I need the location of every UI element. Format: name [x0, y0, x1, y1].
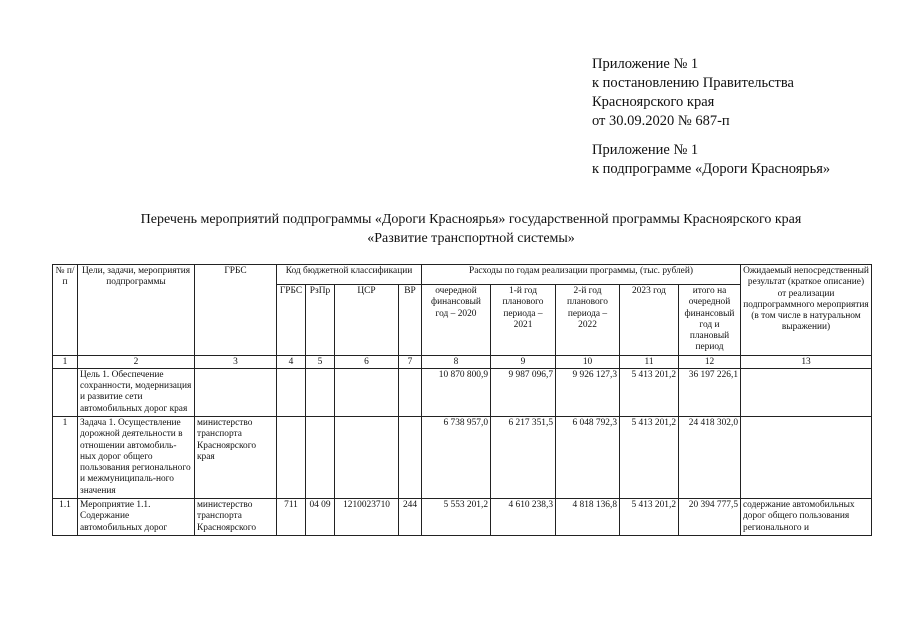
row-amount-total: 36 197 226,1 [679, 368, 741, 416]
row-grbs: министерство транспорта Красноярского края [195, 416, 277, 498]
header-code-csr: ЦСР [335, 285, 399, 356]
row-code-rzpr [306, 416, 335, 498]
appendix-resolution-block [592, 55, 892, 131]
column-number: 2 [78, 355, 195, 368]
appendix-date-line: от 30.09.2020 № 687-п [592, 113, 730, 129]
header-expected-result: Ожидаемый непосредственный результат (краткое описание) от реализации подпрограммного мероприятия (в том числе в натуральном выражении) [741, 265, 872, 356]
row-amount-2021: 4 610 238,3 [491, 499, 556, 536]
title-line: «Развитие транспортной системы» [367, 231, 575, 246]
header-year-2021: 1-й год планового периода – 2021 [491, 285, 556, 356]
appendix-ref-line: к постановлению Правительства [592, 75, 794, 91]
row-name: Задача 1. Осуществление дорожной деятельности в отношении автомобиль-ных дорог общего пользования регионального и межмуниципаль-ного значения [78, 416, 195, 498]
row-amount-2023: 5 413 201,2 [620, 499, 679, 536]
header-expenses: Расходы по годам реализации программы, (тыс. рублей) [422, 265, 741, 285]
column-number: 10 [556, 355, 620, 368]
column-number: 12 [679, 355, 741, 368]
header-code-grbs: ГРБС [277, 285, 306, 356]
row-amount-2022: 9 926 127,3 [556, 368, 620, 416]
row-num [53, 368, 78, 416]
appendix-subprogram-block [592, 141, 892, 179]
row-code-grbs [277, 368, 306, 416]
row-code-rzpr: 04 09 [306, 499, 335, 536]
row-code-vr [399, 416, 422, 498]
row-result [741, 416, 872, 498]
column-number: 13 [741, 355, 872, 368]
document-title [40, 210, 902, 248]
row-amount-2021: 6 217 351,5 [491, 416, 556, 498]
measures-table [52, 264, 872, 536]
column-number: 11 [620, 355, 679, 368]
table-row [53, 499, 872, 536]
column-number: 5 [306, 355, 335, 368]
row-amount-2022: 6 048 792,3 [556, 416, 620, 498]
row-result: содержание автомобильных дорог общего пользования регионального и [741, 499, 872, 536]
header-code-rzpr: РзПр [306, 285, 335, 356]
column-number: 7 [399, 355, 422, 368]
row-code-grbs [277, 416, 306, 498]
row-num: 1.1 [53, 499, 78, 536]
header-grbs: ГРБС [195, 265, 277, 356]
row-code-grbs: 711 [277, 499, 306, 536]
column-number-row [53, 355, 872, 368]
appendix-number: Приложение № 1 [592, 56, 699, 72]
appendix-ref-line: к подпрограмме «Дороги Красноярья» [592, 161, 831, 177]
appendix-number: Приложение № 1 [592, 142, 699, 158]
appendix-ref-line: Красноярского края [592, 94, 715, 110]
table-row [53, 368, 872, 416]
column-number: 3 [195, 355, 277, 368]
row-grbs [195, 368, 277, 416]
header-total: итого на очередной финансовый год и плановый период [679, 285, 741, 356]
row-name: Цель 1. Обеспечение сохранности, модернизация и развитие сети автомобильных дорог края [78, 368, 195, 416]
row-amount-2020: 5 553 201,2 [422, 499, 491, 536]
title-line: Перечень мероприятий подпрограммы «Дороги Красноярья» государственной программы Красноярского края [140, 212, 802, 227]
header-code-vr: ВР [399, 285, 422, 356]
row-amount-2020: 6 738 957,0 [422, 416, 491, 498]
row-amount-2020: 10 870 800,9 [422, 368, 491, 416]
column-number: 8 [422, 355, 491, 368]
row-code-csr [335, 416, 399, 498]
row-code-csr: 1210023710 [335, 499, 399, 536]
header-year-2022: 2-й год планового периода – 2022 [556, 285, 620, 356]
row-amount-2023: 5 413 201,2 [620, 416, 679, 498]
column-number: 1 [53, 355, 78, 368]
row-amount-total: 20 394 777,5 [679, 499, 741, 536]
row-amount-total: 24 418 302,0 [679, 416, 741, 498]
row-num: 1 [53, 416, 78, 498]
header-budget-code: Код бюджетной классификации [277, 265, 422, 285]
table-row [53, 416, 872, 498]
row-amount-2021: 9 987 096,7 [491, 368, 556, 416]
header-goals: Цели, задачи, мероприятия подпрограммы [78, 265, 195, 356]
row-amount-2022: 4 818 136,8 [556, 499, 620, 536]
header-num: № п/п [53, 265, 78, 356]
row-result [741, 368, 872, 416]
row-code-vr: 244 [399, 499, 422, 536]
row-name: Мероприятие 1.1. Содержание автомобильных дорог [78, 499, 195, 536]
column-number: 4 [277, 355, 306, 368]
column-number: 9 [491, 355, 556, 368]
column-number: 6 [335, 355, 399, 368]
header-year-2020: очередной финансовый год – 2020 [422, 285, 491, 356]
row-amount-2023: 5 413 201,2 [620, 368, 679, 416]
table-header-row [53, 265, 872, 285]
row-code-csr [335, 368, 399, 416]
header-year-2023: 2023 год [620, 285, 679, 356]
row-code-vr [399, 368, 422, 416]
row-grbs: министерство транспорта Красноярского [195, 499, 277, 536]
row-code-rzpr [306, 368, 335, 416]
